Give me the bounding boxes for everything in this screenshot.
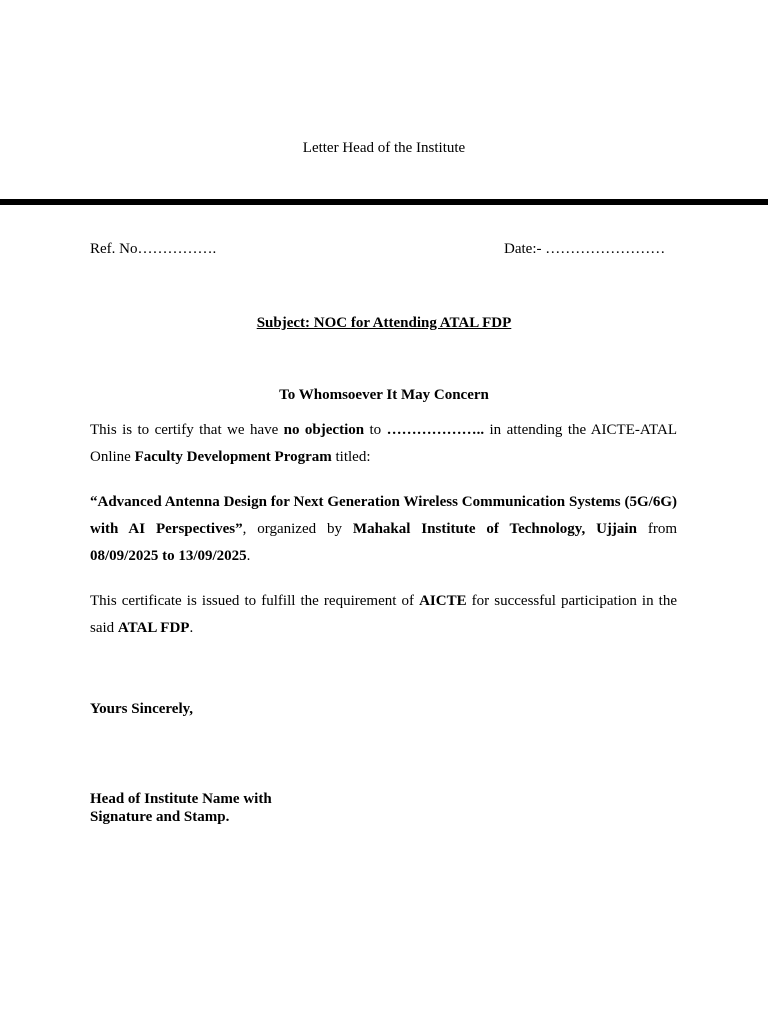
- salutation: To Whomsoever It May Concern: [279, 387, 489, 403]
- bold-segment: AICTE: [419, 593, 467, 609]
- text-segment: .: [246, 548, 251, 564]
- bold-segment: ATAL FDP: [117, 620, 190, 636]
- program-paragraph: [90, 489, 677, 570]
- signature-line-1: Head of Institute Name with: [90, 791, 272, 807]
- closing-line: Yours Sincerely,: [90, 701, 194, 717]
- text-segment: in attending the AICTE-ATAL Online: [90, 422, 678, 465]
- signature-block: [90, 790, 272, 826]
- text-segment: to: [364, 422, 387, 438]
- text-segment: titled:: [331, 449, 371, 465]
- signature-line-2: Signature and Stamp.: [90, 809, 230, 825]
- text-segment: This is to certify that we have: [90, 422, 284, 438]
- date-field: Date:- ……………………: [504, 241, 666, 257]
- bold-segment: no objection: [283, 422, 365, 438]
- text-segment: , organized by: [242, 521, 353, 537]
- text-segment: This certificate is issued to fulfill the requirement of: [90, 593, 420, 609]
- purpose-paragraph: [90, 588, 677, 642]
- program-title: “Advanced Antenna Design for Next Generation Wireless Communication Systems (5G/6G) with AI Perspectives”: [90, 494, 677, 537]
- program-dates: 08/09/2025 to 13/09/2025: [90, 548, 247, 564]
- letterhead-divider: [0, 199, 768, 205]
- text-segment: for successful participation in the said: [90, 593, 677, 636]
- text-segment: .: [189, 620, 194, 636]
- reference-number: Ref. No…………….: [90, 241, 217, 257]
- name-blank: ………………..: [386, 422, 485, 438]
- certification-paragraph: [90, 417, 677, 471]
- bold-segment: Faculty Development Program: [134, 449, 332, 465]
- organizer-name: Mahakal Institute of Technology, Ujjain: [352, 521, 637, 537]
- subject-line: Subject: NOC for Attending ATAL FDP: [256, 315, 512, 331]
- letterhead-title: Letter Head of the Institute: [302, 140, 466, 156]
- text-segment: from: [636, 521, 677, 537]
